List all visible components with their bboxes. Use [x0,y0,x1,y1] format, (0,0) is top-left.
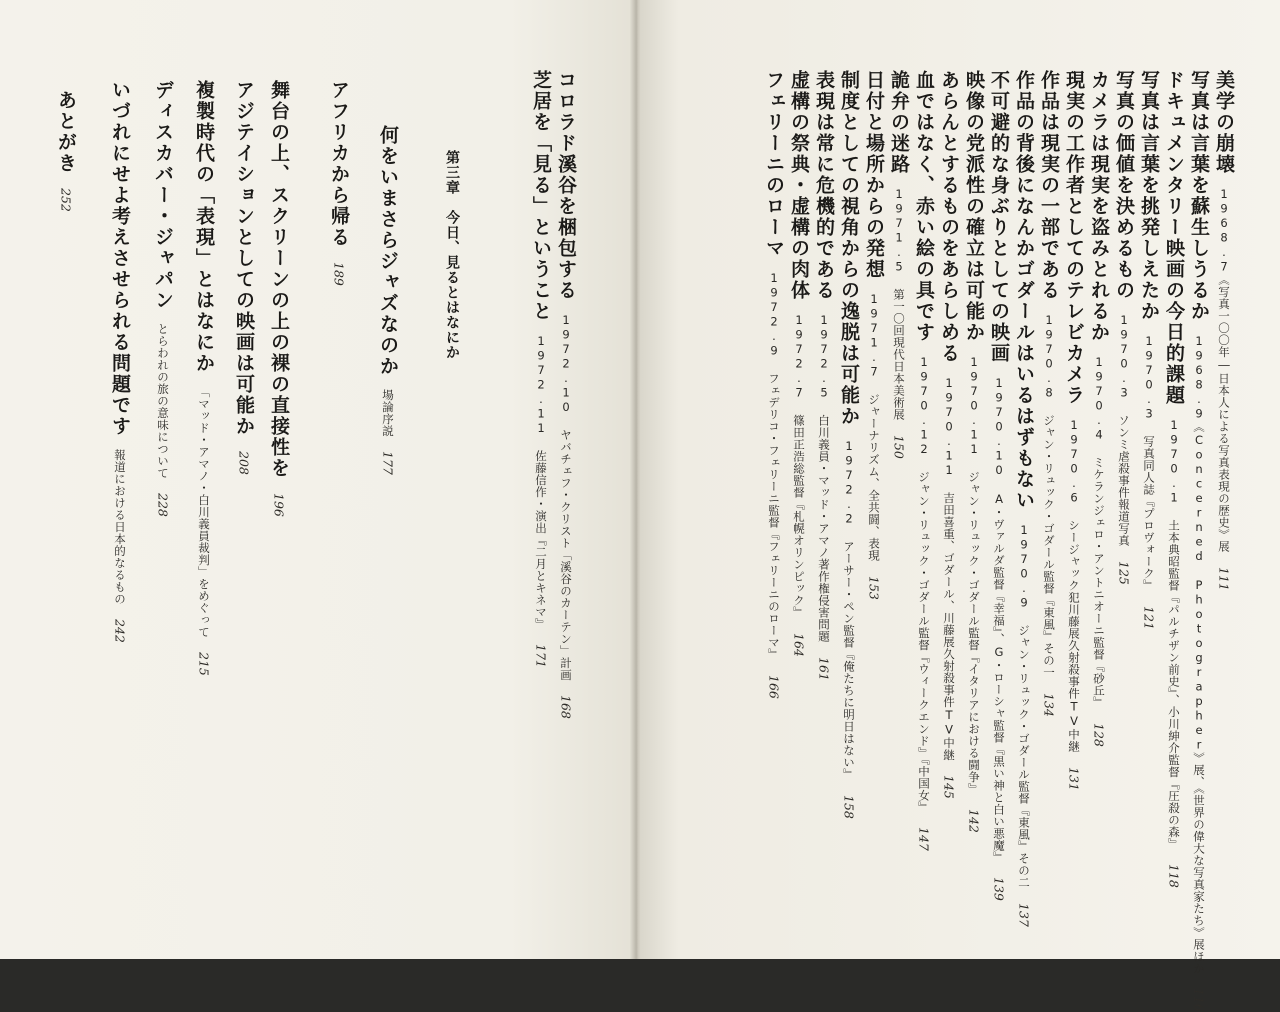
entry-subtitle: 1970.10 A・ヴァルダ監督『幸福』、G・ローシャ監督『黒い神と白い悪魔』 [992,376,1006,864]
right-page [640,0,1280,1012]
entry-page-number: 134 [1041,692,1057,717]
toc-entry [760,70,788,698]
entry-title: 虚構の祭典・虚構の肉体 [788,70,810,301]
toc-entry [935,70,963,799]
entry-subtitle: 場論序説 [381,389,395,437]
entry-page-number: 125 [1116,560,1132,585]
entry-subtitle: 1970.8 ジャン・リュック・ゴダール監督『東風』その一 [1042,313,1056,679]
entry-page-number: 166 [766,674,782,699]
entry-title: 美学の崩壊 [1213,70,1235,175]
toc-entry [52,90,80,212]
entry-subtitle: 1968.9《Concerned Photographer》展、《世界の偉大な写真家たち》展ほか [1192,334,1206,975]
entry-title: コロラド溪谷を梱包する [555,70,577,301]
entry-title: ディスカバー・ジャパン [152,80,174,311]
entry-page-number: 164 [791,632,807,657]
toc-entry [810,70,838,680]
entry-page-number: 228 [155,493,171,517]
entry-subtitle: 1972.11 佐藤信作・演出『二月とキネマ』 [534,334,548,630]
entry-page-number: 158 [841,794,857,819]
entry-title: 舞台の上、スクリーンの上の裸の直接性を [268,80,290,479]
chapter-heading: 第三章 今日、見るとはなにか [444,150,460,360]
toc-entry [265,80,293,517]
toc-entry [325,80,353,286]
entry-page-number: 147 [916,827,932,852]
entry-subtitle: 1970.9 ジャン・リュック・ゴダール監督『東風』その二 [1017,523,1031,889]
entry-title: 写真は言葉を蘇生しうるか [1188,70,1210,322]
toc-entry [552,70,580,719]
toc-entry [527,70,555,668]
entry-page-number: 139 [991,877,1007,902]
entry-title: アフリカから帰る [328,80,350,248]
entry-page-number: 189 [331,262,347,286]
toc-entry [1060,70,1088,790]
entry-title: 写真の価値を決めるもの [1113,70,1135,301]
entry-subtitle: 1970.11 ジャン・リュック・ゴダール監督『イタリアにおける闘争』 [967,355,981,795]
entry-title: 現実の工作者としてのテレビカメラ [1063,70,1085,406]
toc-entry [785,70,813,656]
entry-subtitle: 1970.4 ミケランジェロ・アントニオーニ監督『砂丘』 [1092,355,1106,709]
toc-entry [985,70,1013,901]
entry-page-number: 153 [866,575,882,600]
entry-title: 写真は言葉を挑発しえたか [1138,70,1160,322]
toc-entry [374,125,402,475]
entry-page-number: 177 [380,451,396,475]
toc-entry [1085,70,1113,746]
toc-entry [106,80,134,643]
entry-title: 血ではなく、赤い絵の具です [913,70,935,343]
entry-title: アジテイションとしての映画は可能か [233,80,255,437]
entry-title: 詭弁の迷路 [888,70,910,175]
entry-page-number: 118 [1166,863,1182,888]
entry-subtitle: 1970.6 シージャック犯川藤展久射殺事件TV中継 [1067,418,1081,753]
toc-entry [1135,70,1163,629]
toc-entry [230,80,258,475]
toc-entry [1210,70,1238,590]
toc-entry [438,150,466,360]
entry-title: あらんとするものをあらしめる [938,70,960,364]
entry-title: 作品の背後になんかゴダールはいるはずもない [1013,70,1035,511]
entry-title: 制度としての視角からの逸脱は可能か [838,70,860,427]
entry-page-number: 161 [816,656,832,681]
entry-subtitle: 1970.12 ジャン・リュック・ゴダール監督『ウィークエンド』『中国女』 [917,355,931,814]
entry-page-number: 208 [236,451,252,475]
entry-page-number: 111 [1216,566,1232,591]
entry-title: フェリーニのローマ [763,70,785,259]
entry-page-number: 121 [1141,605,1157,630]
entry-title: 不可避的な身ぶりとしての映画 [988,70,1010,364]
entry-title: 芝居を「見る」ということ [530,70,552,322]
entry-subtitle: 1970.11 吉田喜重、ゴダール、川藤展久射殺事件TV中継 [942,376,956,761]
entry-page-number: 150 [891,434,907,459]
entry-page-number: 116 [1191,988,1207,1012]
entry-subtitle: 1970.3 ソンミ虐殺事件報道写真 [1117,313,1131,547]
toc-entry [1010,70,1038,926]
entry-page-number: 196 [271,493,287,517]
entry-page-number: 142 [966,809,982,833]
entry-subtitle: 報道における日本的なるもの [113,449,127,605]
entry-page-number: 168 [558,695,574,719]
entry-page-number: 137 [1016,902,1032,927]
entry-subtitle: 1972.2 アーサー・ペン監督『俺たちに明日はない』 [842,439,856,781]
entry-title: 表現は常に危機的である [813,70,835,301]
toc-entry [190,80,218,676]
toc-entry [885,70,913,458]
left-page [0,0,636,959]
toc-entry [1035,70,1063,716]
toc-entry [149,80,177,517]
entry-subtitle: 1971.5 第一〇回現代日本美術展 [892,187,906,421]
entry-subtitle: 1970.3 写真同人誌『プロヴォーク』 [1142,334,1156,592]
entry-page-number: 131 [1066,766,1082,791]
entry-subtitle: 1972.10 ヤバチェフ・クリスト「溪谷のカーテン」計画 [559,313,573,681]
entry-subtitle: 「マッド・アマノ・白川義員裁判」をめぐって [197,386,211,638]
toc-entry [1185,70,1213,1012]
entry-page-number: 128 [1091,722,1107,747]
toc-entry [835,70,863,818]
entry-page-number: 215 [196,652,212,676]
entry-subtitle: とらわれの旅の意味について [156,323,170,479]
entry-page-number: 145 [941,775,957,799]
entry-title: 日付と場所からの発想 [863,70,885,280]
entry-title: 作品は現実の一部である [1038,70,1060,301]
toc-entry [1110,70,1138,584]
entry-title: 映像の党派性の確立は可能か [963,70,985,343]
toc-entry [1160,70,1188,888]
entry-title: あとがき [55,90,77,174]
entry-subtitle: 1972.5 白川義員・マッド・アマノ著作権侵害問題 [817,313,831,643]
entry-title: いづれにせよ考えさせられる問題です [109,80,131,437]
entry-subtitle: 1972.7 篠田正浩総監督『札幌オリンピック』 [792,313,806,619]
toc-entry [960,70,988,833]
entry-title: 何をいまさらジャズなのか [377,125,399,377]
entry-subtitle: 1971.7 ジャーナリズム、全共闘、表現 [867,292,881,562]
entry-subtitle: 1968.7《写真一〇〇年―日本人による写真表現の歴史》展 [1217,187,1231,553]
entry-title: ドキュメンタリー映画の今日的課題 [1163,70,1185,406]
entry-title: カメラは現実を盗みとれるか [1088,70,1110,343]
toc-entry [860,70,888,599]
entry-subtitle: 1970.1 土本典昭監督『パルチザン前史』、小川紳介監督『圧殺の森』 [1167,418,1181,850]
entry-page-number: 242 [112,619,128,643]
entry-title: 複製時代の「表現」とはなにか [193,80,215,374]
entry-subtitle: 1972.9 フェデリコ・フェリーニ監督『フェリーニのローマ』 [767,271,781,661]
toc-entry [910,70,938,851]
entry-page-number: 252 [58,188,74,212]
entry-page-number: 171 [533,644,549,668]
